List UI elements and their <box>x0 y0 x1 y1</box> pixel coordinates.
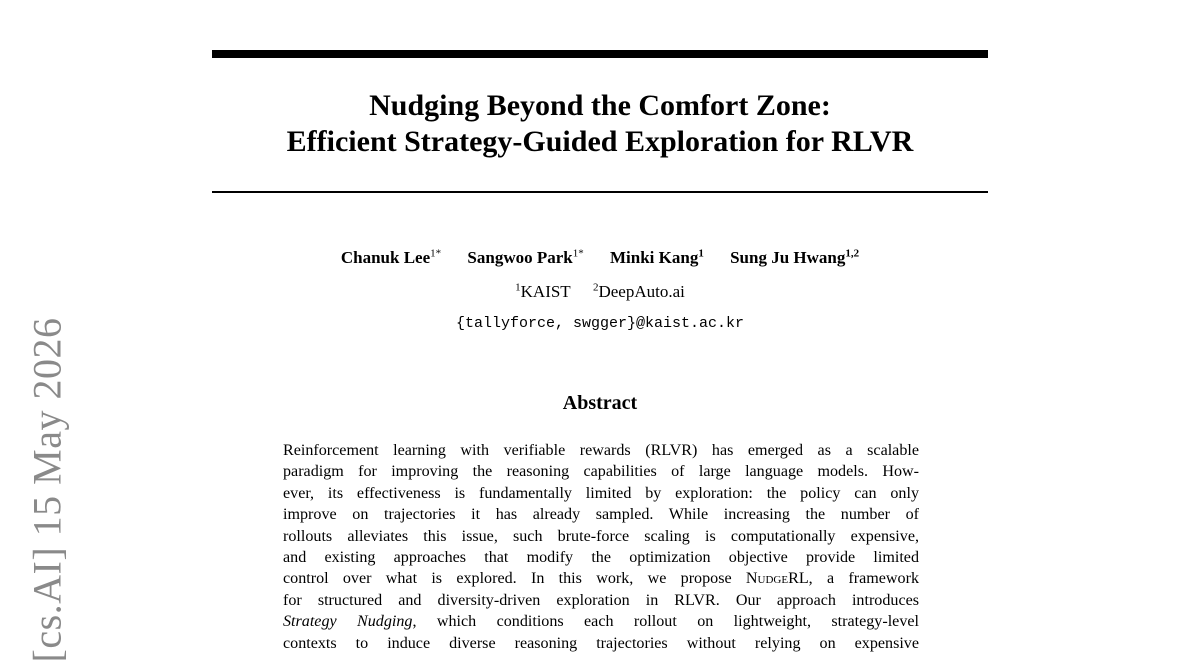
author <box>467 248 583 267</box>
affiliation <box>515 282 571 301</box>
author-name: Sung Ju Hwang <box>730 248 846 267</box>
author <box>730 248 859 267</box>
author-list <box>212 246 988 270</box>
title-line-1: Nudging Beyond the Comfort Zone: <box>369 89 831 122</box>
author-affil-mark: 1 <box>698 247 704 260</box>
author <box>341 248 441 267</box>
arxiv-side-stamp: [cs.AI] 15 May 2026 <box>24 317 70 663</box>
strategy-nudging-term: Strategy Nudging <box>283 613 413 631</box>
affiliation-name: KAIST <box>520 282 571 301</box>
abstract-line: improve on trajectories it has already sampled. While increasing the number of <box>283 506 919 524</box>
title-line-2: Efficient Strategy-Guided Exploration for RLVR <box>286 125 914 158</box>
abstract-line-text: control over what is explored. In this work, we propose <box>283 570 732 588</box>
abstract-line: paradigm for improving the reasoning capabilities of large language models. How- <box>283 463 919 481</box>
author-affil-mark: 1* <box>430 247 442 260</box>
abstract-line: for structured and diversity-driven exploration in RLVR. Our approach introduces <box>283 591 919 609</box>
abstract-line-text: , which conditions each rollout on lightweight, strategy-level <box>412 613 919 631</box>
abstract-line-text: , a framework <box>808 570 920 588</box>
author-affil-mark: 1,2 <box>845 247 860 260</box>
abstract-line: rollouts alleviates this issue, such brute-force scaling is computationally expensive, <box>283 527 919 545</box>
top-rule <box>212 50 988 58</box>
affiliation-name: DeepAuto.ai <box>598 282 685 301</box>
abstract-line <box>283 611 919 632</box>
affiliation-mark: 2 <box>592 281 599 294</box>
abstract-heading: Abstract <box>562 392 638 414</box>
author-name: Minki Kang <box>609 248 699 267</box>
author-name: Sangwoo Park <box>467 248 573 267</box>
author <box>610 248 704 267</box>
abstract-line: ever, its effectiveness is fundamentally limited by exploration: the policy can only <box>283 484 919 502</box>
affiliation <box>593 282 685 301</box>
method-name-suffix: RL <box>788 570 809 588</box>
affiliation-mark: 1 <box>515 281 521 294</box>
abstract-line: Reinforcement learning with verifiable rewards (RLVR) has emerged as a scalable <box>283 442 919 459</box>
author-affil-mark: 1* <box>572 247 584 260</box>
abstract-line <box>283 568 919 589</box>
contact-email: {tallyforce, swgger}@kaist.ac.kr <box>455 315 745 332</box>
title-rule <box>212 191 988 193</box>
affiliation-list <box>212 280 988 304</box>
method-name-smallcaps: Nudge <box>745 570 789 588</box>
abstract-line: and existing approaches that modify the optimization objective provide limited <box>283 549 919 567</box>
paper-title <box>212 88 988 160</box>
abstract-text <box>283 440 919 654</box>
abstract-line: contexts to induce diverse reasoning trajectories without relying on expensive <box>283 634 919 652</box>
author-name: Chanuk Lee <box>340 248 431 267</box>
